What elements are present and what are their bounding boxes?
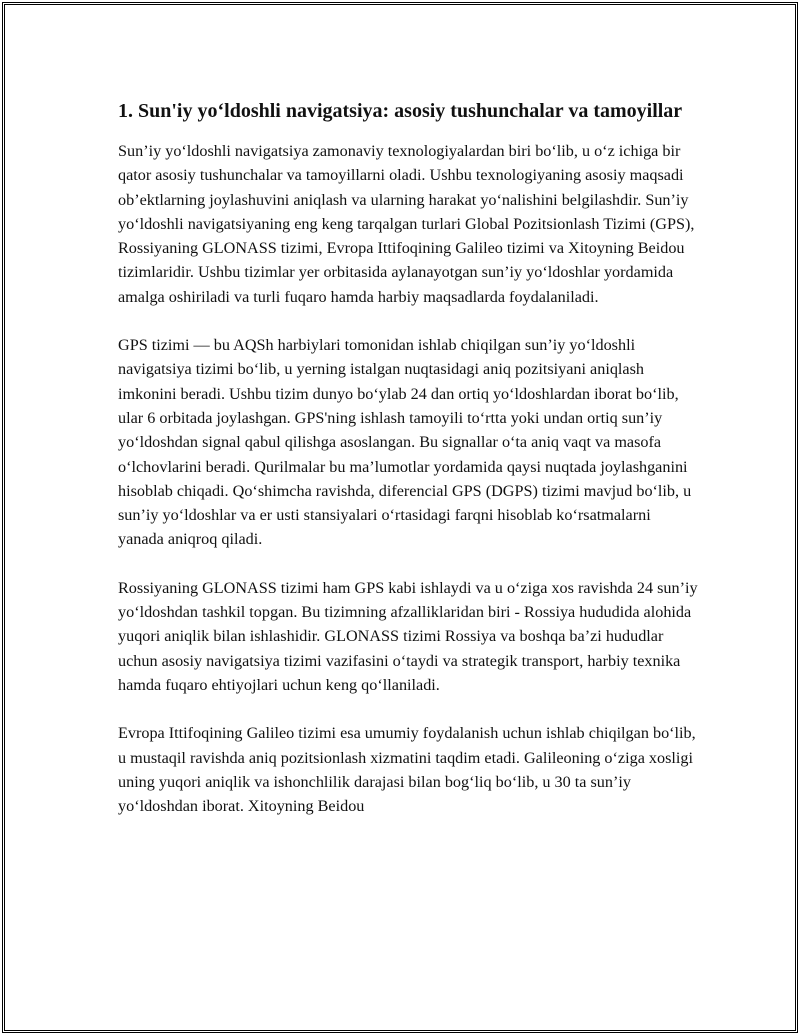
paragraph-gps: GPS tizimi — bu AQSh harbiylari tomonidan ishlab chiqilgan sun’iy yo‘ldoshli navigatsiya tizimi bo‘lib, u yerning istalgan nuqtasidagi aniq pozitsiyani aniqlash imkonini beradi. Ushbu tizim dunyo bo‘ylab 24 dan ortiq yo‘ldoshlardan iborat bo‘lib, ular 6 orbitada joylashgan. GPS'ning ishlash tamoyili to‘rtta yoki undan ortiq sun’iy yo‘ldoshdan signal qabul qilishga asoslangan. Bu signallar o‘ta aniq vaqt va masofa o‘lchovlarini beradi. Qurilmalar bu ma’lumotlar yordamida qaysi nuqtada joylashganini hisoblab chiqadi. Qo‘shimcha ravishda, diferencial GPS (DGPS) tizimi mavjud bo‘lib, u sun’iy yo‘ldoshlar va er usti stansiyalari o‘rtasidagi farqni hisoblab ko‘rsatmalarni yanada aniqroq qiladi.: [118, 336, 692, 549]
section-heading: 1. Sun'iy yo‘ldoshli navigatsiya: asosiy tushunchalar va tamoyillar: [118, 100, 683, 122]
paragraph-glonass: Rossiyaning GLONASS tizimi ham GPS kabi ishlaydi va u o‘ziga xos ravishda 24 sun’iy yo‘ldoshdan tashkil topgan. Bu tizimning afzalliklaridan biri - Rossiya hududida alohida yuqori aniqlik bilan ishlashidir. GLONASS tizimi Rossiya va boshqa ba’zi hududlar uchun asosiy navigatsiya tizimi vazifasini o‘taydi va strategik transport, harbiy texnika hamda fuqaro ehtiyojlari uchun keng qo‘llaniladi.: [118, 578, 698, 694]
paragraph-intro: Sun’iy yo‘ldoshli navigatsiya zamonaviy texnologiyalardan biri bo‘lib, u o‘z ichiga bir qator asosiy tushunchalar va tamoyillarni oladi. Ushbu texnologiyaning asosiy maqsadi ob’ektlarning joylashuvini aniqlash va ularning harakat yo‘nalishini belgilashdir. Sun’iy yo‘ldoshli navigatsiyaning eng keng tarqalgan turlari Global Pozitsionlash Tizimi (GPS), Rossiyaning GLONASS tizimi, Evropa Ittifoqining Galileo tizimi va Xitoyning Beidou tizimlaridir. Ushbu tizimlar yer orbitasida aylanayotgan sun’iy yo‘ldoshlar yordamida amalga oshiriladi va turli fuqaro hamda harbiy maqsadlarda foydalaniladi.: [118, 142, 695, 306]
document-page: [4, 4, 796, 1031]
document-body: [118, 97, 698, 842]
paragraph-galileo: Evropa Ittifoqining Galileo tizimi esa umumiy foydalanish uchun ishlab chiqilgan bo‘lib, u mustaqil ravishda aniq pozitsionlash xizmatini taqdim etadi. Galileoning o‘ziga xosligi uning yuqori aniqlik va ishonchlilik darajasi bilan bog‘liq bo‘lib, u 30 ta sun’iy yo‘ldoshdan iborat. Xitoyning Beidou: [118, 724, 696, 816]
